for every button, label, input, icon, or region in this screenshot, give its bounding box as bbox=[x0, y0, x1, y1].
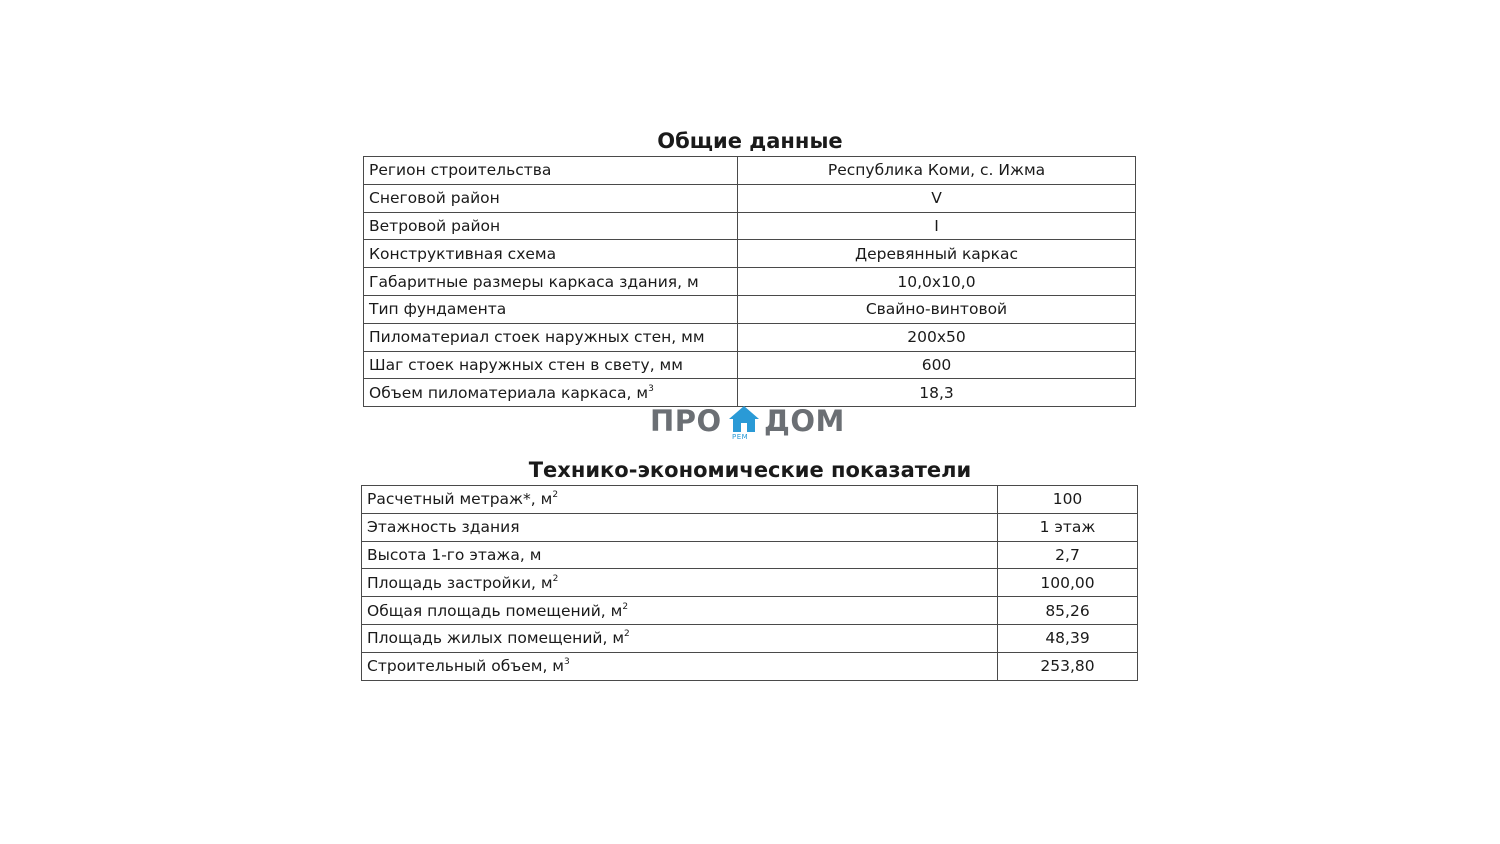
table-row bbox=[364, 268, 1136, 296]
row-label: Этажность здания bbox=[362, 513, 998, 541]
logo-text-pro: ПРО bbox=[650, 404, 722, 438]
table-row bbox=[364, 323, 1136, 351]
row-label-text: Строительный объем, м bbox=[367, 657, 564, 676]
row-value: 200х50 bbox=[738, 323, 1136, 351]
unit-superscript: 2 bbox=[552, 490, 559, 501]
row-label: Пиломатериал стоек наружных стен, мм bbox=[364, 323, 738, 351]
row-value: Деревянный каркас bbox=[738, 240, 1136, 268]
unit-superscript: 3 bbox=[648, 383, 654, 394]
row-value: 85,26 bbox=[998, 597, 1138, 625]
pro-dom-logo bbox=[650, 404, 850, 444]
unit-superscript: 3 bbox=[564, 657, 570, 668]
row-value: 100 bbox=[998, 486, 1138, 514]
general-data-table bbox=[363, 156, 1136, 407]
row-label: Конструктивная схема bbox=[364, 240, 738, 268]
table-row bbox=[364, 240, 1136, 268]
unit-superscript: 2 bbox=[622, 601, 629, 612]
row-value: 1 этаж bbox=[998, 513, 1138, 541]
row-label bbox=[362, 569, 998, 597]
row-value: 18,3 bbox=[738, 379, 1136, 407]
row-value: I bbox=[738, 212, 1136, 240]
row-label-text: Площадь застройки, м bbox=[367, 573, 553, 592]
row-label bbox=[364, 379, 738, 407]
row-label: Высота 1-го этажа, м bbox=[362, 541, 998, 569]
row-label bbox=[362, 652, 998, 680]
row-label-text: Расчетный метраж*, м bbox=[367, 490, 553, 509]
row-label: Снеговой район bbox=[364, 184, 738, 212]
row-label: Регион строительства bbox=[364, 157, 738, 185]
row-value: 2,7 bbox=[998, 541, 1138, 569]
tep-title: Технико-экономические показатели bbox=[528, 458, 972, 482]
house-icon bbox=[728, 404, 760, 436]
table-row bbox=[362, 569, 1138, 597]
row-label-text: Объем пиломатериала каркаса, м bbox=[369, 383, 649, 402]
row-value: 100,00 bbox=[998, 569, 1138, 597]
table-row bbox=[362, 597, 1138, 625]
row-label bbox=[362, 624, 998, 652]
row-label: Тип фундамента bbox=[364, 295, 738, 323]
table-row bbox=[364, 295, 1136, 323]
row-value: 48,39 bbox=[998, 624, 1138, 652]
row-value: 600 bbox=[738, 351, 1136, 379]
table-row bbox=[364, 351, 1136, 379]
unit-superscript: 2 bbox=[624, 629, 630, 640]
table-row bbox=[364, 212, 1136, 240]
table-row bbox=[362, 652, 1138, 680]
row-label-text: Общая площадь помещений, м bbox=[367, 601, 623, 620]
table-row bbox=[364, 379, 1136, 407]
row-value: 253,80 bbox=[998, 652, 1138, 680]
row-label-text: Площадь жилых помещений, м bbox=[367, 629, 625, 648]
row-value: Республика Коми, с. Ижма bbox=[738, 157, 1136, 185]
row-value: V bbox=[738, 184, 1136, 212]
logo-text-dom: ДОМ bbox=[764, 404, 845, 438]
table-row bbox=[364, 184, 1136, 212]
row-label: Шаг стоек наружных стен в свету, мм bbox=[364, 351, 738, 379]
table-row bbox=[364, 157, 1136, 185]
table-row bbox=[362, 486, 1138, 514]
row-label bbox=[362, 486, 998, 514]
tep-table bbox=[361, 485, 1138, 681]
row-label bbox=[362, 597, 998, 625]
row-label: Габаритные размеры каркаса здания, м bbox=[364, 268, 738, 296]
row-value: 10,0х10,0 bbox=[738, 268, 1136, 296]
table-row bbox=[362, 624, 1138, 652]
general-data-title: Общие данные bbox=[657, 129, 843, 153]
unit-superscript: 2 bbox=[552, 573, 559, 584]
logo-subtext: РЕМ bbox=[732, 433, 749, 441]
table-row bbox=[362, 513, 1138, 541]
row-label: Ветровой район bbox=[364, 212, 738, 240]
table-row bbox=[362, 541, 1138, 569]
row-value: Свайно-винтовой bbox=[738, 295, 1136, 323]
